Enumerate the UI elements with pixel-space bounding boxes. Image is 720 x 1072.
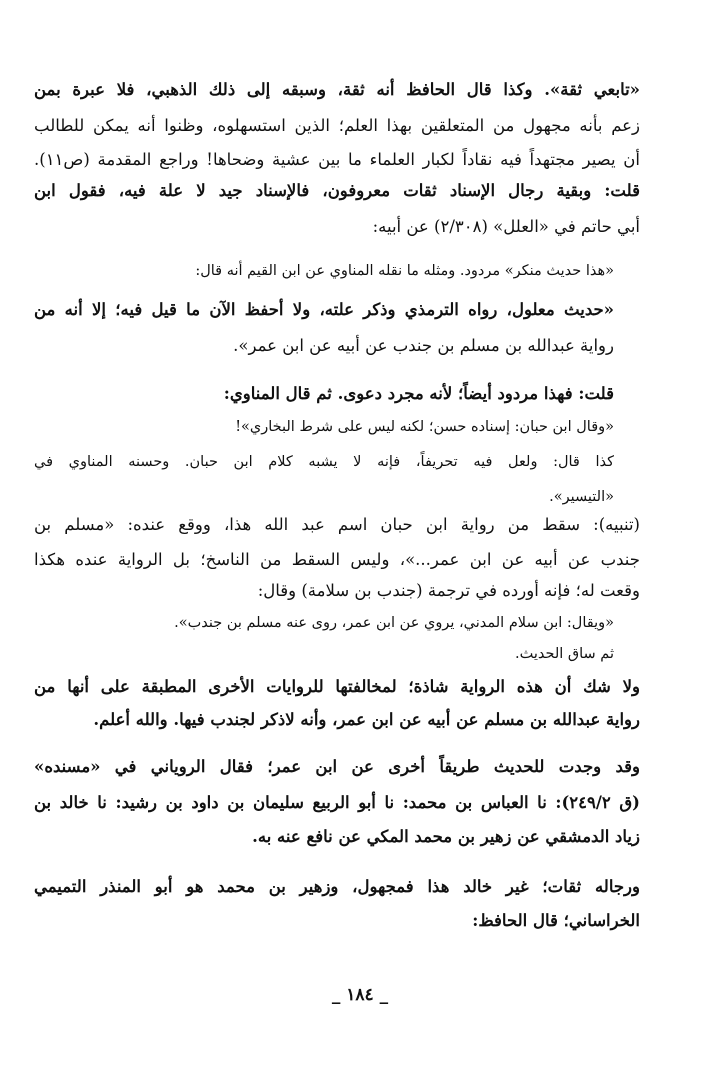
text-line: ورجاله ثقات؛ غير خالد هذا فمجهول، وزهير بن محمد هو أبو المنذر التميمي: [34, 877, 640, 896]
text-line: وقد وجدت للحديث طريقاً أخرى عن ابن عمر؛ فقال الروياني في «مسنده»: [34, 757, 640, 776]
text-line: رواية عبدالله بن مسلم عن أبيه عن ابن عمر، وأنه لاذكر لجندب فيها. والله أعلم.: [93, 710, 640, 729]
quote-line: «وقال ابن حبان: إسناده حسن؛ لكنه ليس على شرط البخاري»!: [235, 419, 614, 435]
quote-line: «حديث معلول، رواه الترمذي وذكر علته، ولا أحفظ الآن ما قيل فيه؛ إلا أنه من: [34, 300, 614, 319]
text-line: أن يصير مجتهداً فيه نقاداً لكبار العلماء ما بين عشية وضحاها! وراجع المقدمة (ص١١).: [34, 150, 640, 169]
quote-line: «هذا حديث منكر» مردود. ومثله ما نقله المناوي عن ابن القيم أنه قال:: [195, 263, 614, 279]
text-line: الخراساني؛ قال الحافظ:: [472, 911, 640, 930]
quote-line: رواية عبدالله بن مسلم بن جندب عن أبيه عن ابن عمر».: [233, 336, 614, 355]
text-line: «التيسير».: [549, 489, 614, 505]
text-line: زعم بأنه مجهول من المتعلقين بهذا العلم؛ الذين استسهلوه، وظنوا أنه يمكن للطالب: [34, 116, 640, 135]
page-number: _ ١٨٤ _: [331, 985, 389, 1005]
text-line: (ق ٢٤٩/٢): نا العباس بن محمد: نا أبو الربيع سليمان بن داود بن رشيد: نا خالد بن: [34, 793, 640, 812]
text-line: (تنبيه): سقط من رواية ابن حبان اسم عبد الله هذا، ووقع عنده: «مسلم بن: [34, 515, 640, 534]
text-line: ولا شك أن هذه الرواية شاذة؛ لمخالفتها للروايات الأخرى المطبقة على أنها من: [34, 677, 640, 696]
text-line: «تابعي ثقة». وكذا قال الحافظ أنه ثقة، وسبقه إلى ذلك الذهبي، فلا عبرة بمن: [34, 80, 640, 99]
text-line: ثم ساق الحديث.: [514, 646, 614, 662]
text-line: زياد الدمشقي عن زهير بن محمد المكي عن نافع عنه به.: [252, 827, 640, 846]
text-line: أبي حاتم في «العلل» (٢/٣٠٨) عن أبيه:: [372, 217, 640, 236]
text-line: جندب عن أبيه عن ابن عمر...»، وليس السقط من الناسخ؛ بل الرواية عنده هكذا: [34, 550, 640, 569]
text-line: وقعت له؛ فإنه أورده في ترجمة (جندب بن سلامة) وقال:: [257, 581, 640, 600]
text-line: قلت: فهذا مردود أيضاً؛ لأنه مجرد دعوى. ثم قال المناوي:: [223, 384, 614, 403]
text-line: كذا قال: ولعل فيه تحريفاً، فإنه لا يشبه كلام ابن حبان. وحسنه المناوي في: [34, 454, 614, 470]
quote-line: «ويقال: ابن سلام المدني، يروي عن ابن عمر، روى عنه مسلم بن جندب».: [174, 615, 614, 631]
text-line: قلت: وبقية رجال الإسناد ثقات معروفون، فالإسناد جيد لا علة فيه، فقول ابن: [34, 181, 640, 200]
